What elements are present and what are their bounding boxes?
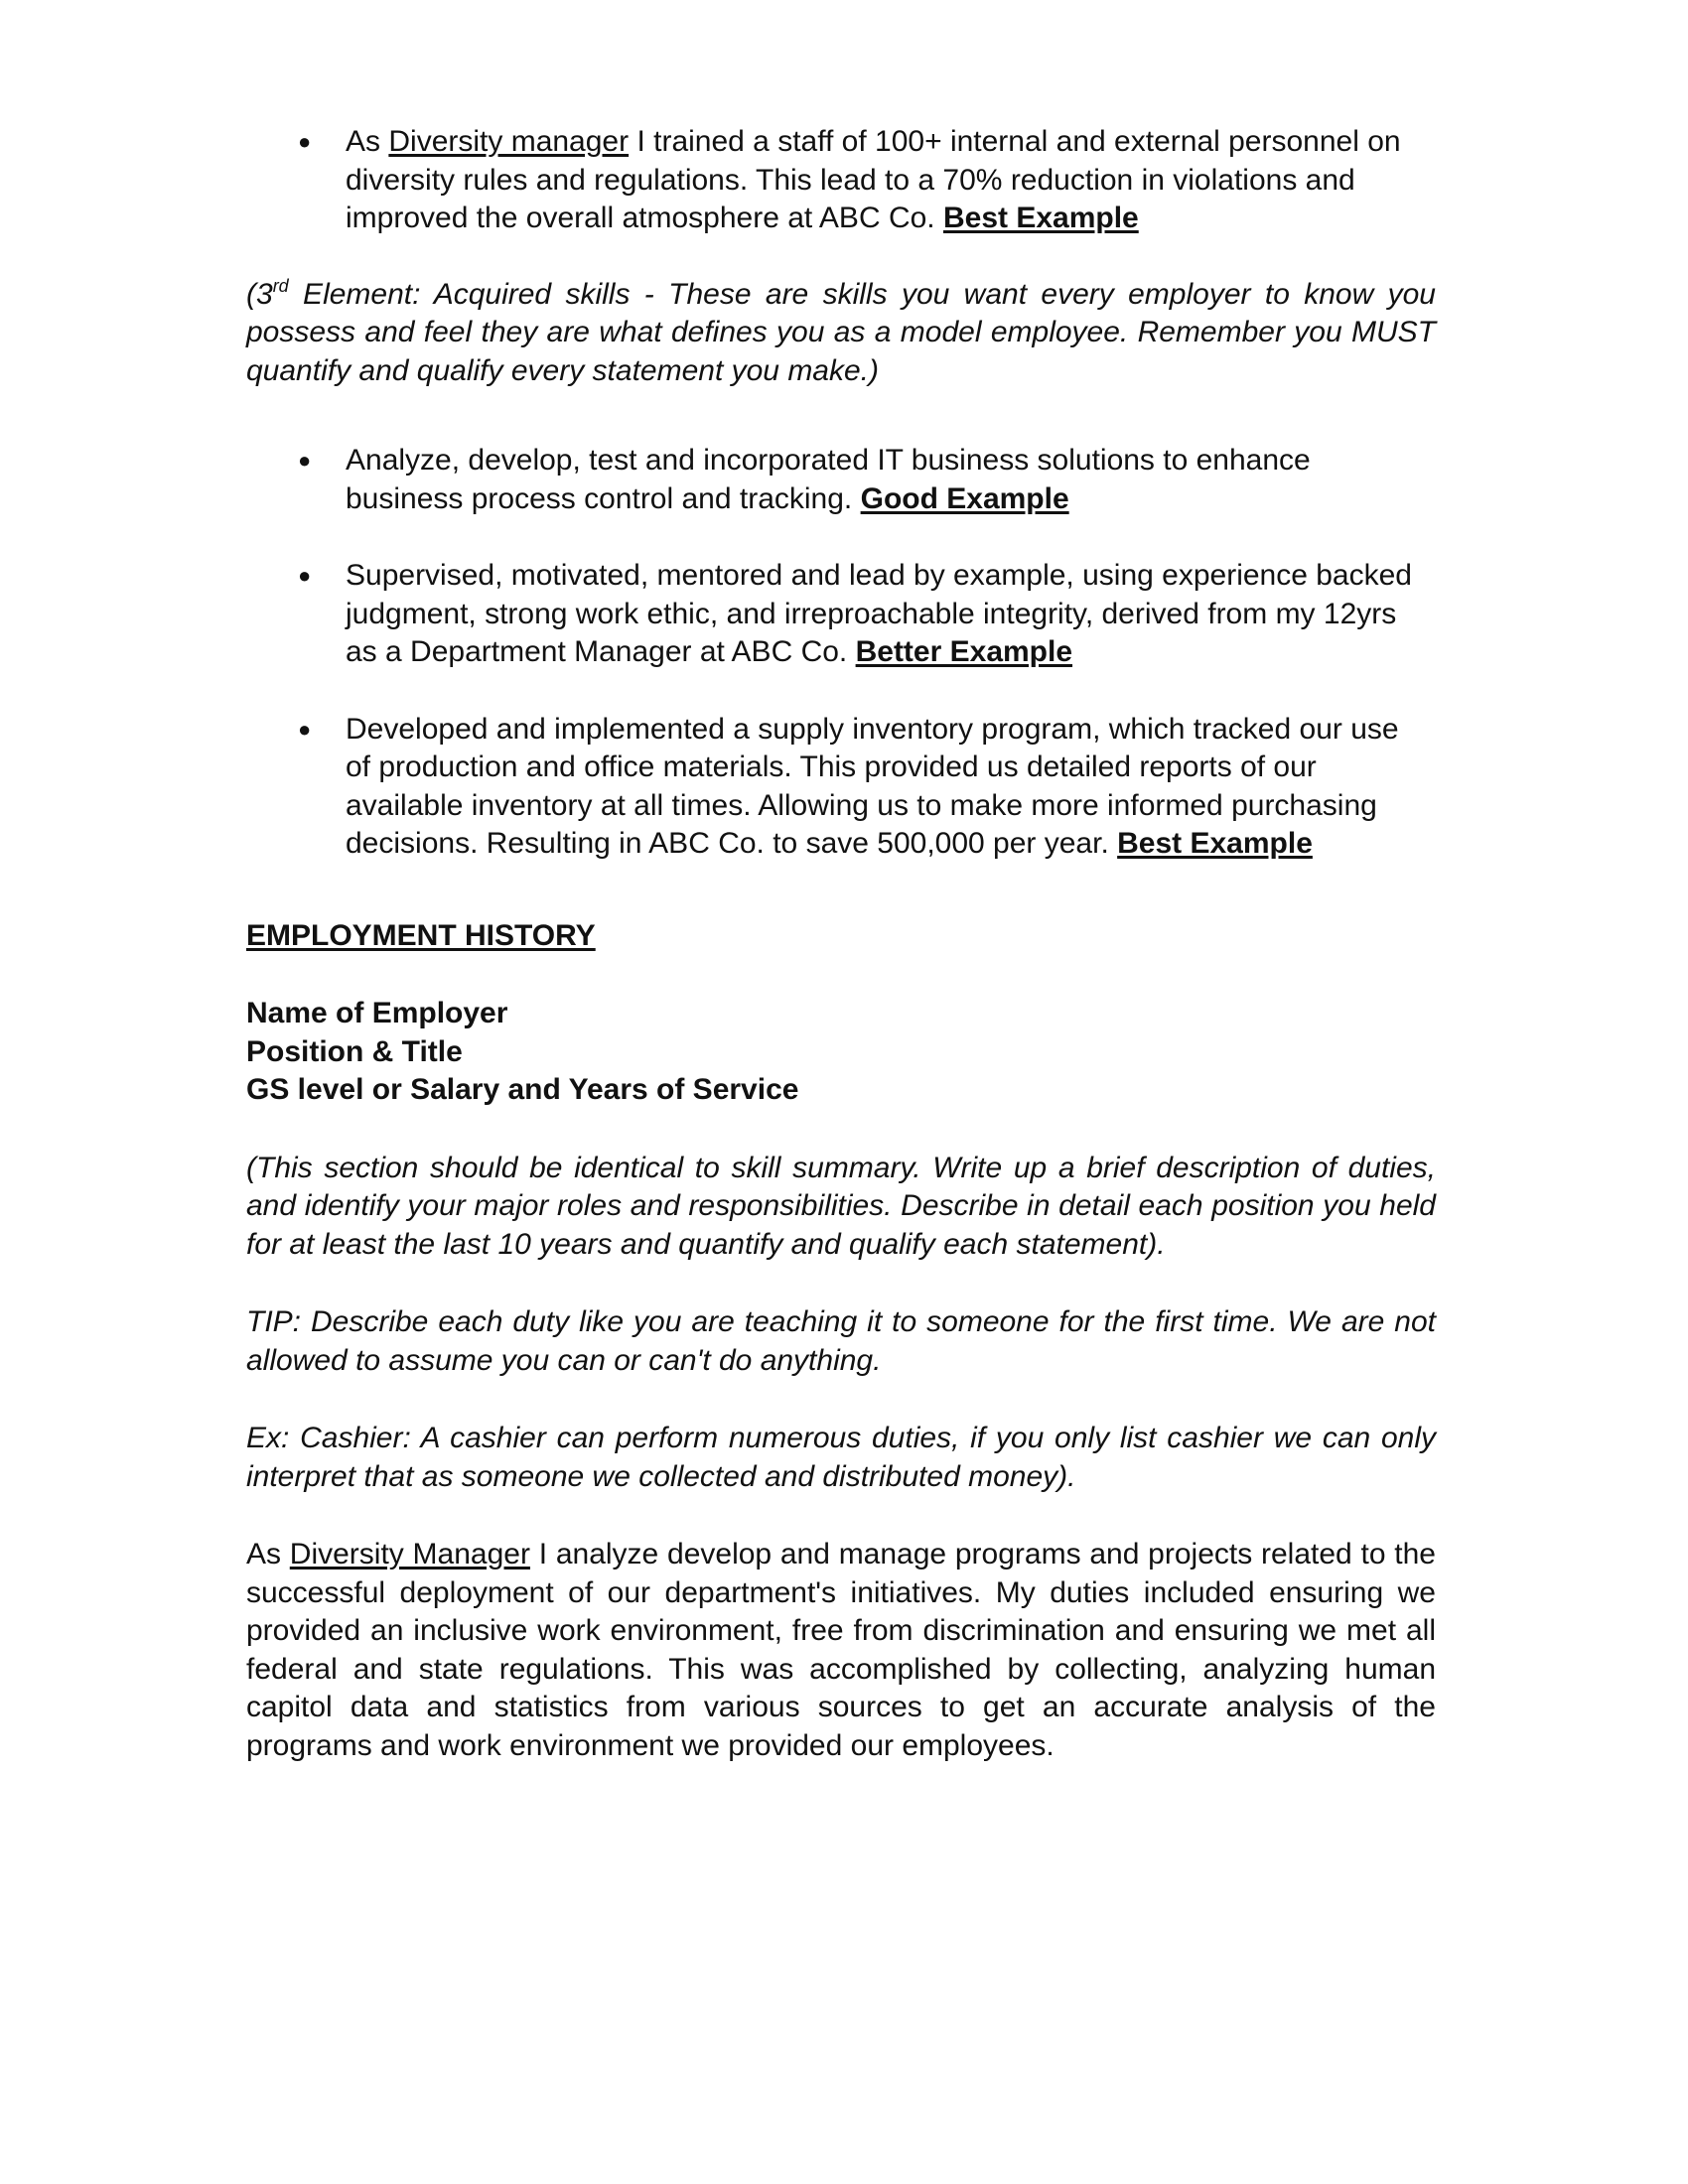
section-instruction: (This section should be identical to skill summary. Write up a brief description of duties, and identify your major roles and responsibilities. Describe in detail each position you held for at least the last 10 years and quantify and qualify each statement).: [246, 1151, 1436, 1261]
rating-label: Good Example: [860, 481, 1069, 515]
skills-list: [246, 442, 1436, 864]
position-title: Position & Title: [246, 1034, 463, 1068]
list-item: [246, 557, 1436, 672]
rating-label: Best Example: [1117, 827, 1313, 860]
list-item: [246, 123, 1436, 238]
bullet-icon: ●: [298, 716, 312, 742]
rating-label: Best Example: [942, 202, 1139, 234]
document-content: [246, 123, 1436, 1765]
bullet-text: Supervised, motivated, mentored and lead by example, using experience backed judgment, strong work ethic, and irreproachable integrity, derived from my 12yrs as a Department Manager at ABC Co.: [346, 559, 1412, 668]
example-text: Ex: Cashier: A cashier can perform numerous duties, if you only list cashier we can only interpret that as someone we collected and distributed money).: [246, 1422, 1436, 1493]
list-item: [246, 442, 1436, 518]
duty-description: As Diversity Manager I analyze develop and manage programs and projects related to the successful deployment of our department's initiatives. My duties included ensuring we provided an inclusive work environment, free from discrimination and ensuring we met all federal and state regulations. This was accomplished by collecting, analyzing human capitol data and statistics from various sources to get an accurate analysis of the programs and work environment we provided our employees.: [246, 1538, 1436, 1762]
salary-level: GS level or Salary and Years of Service: [246, 1073, 799, 1106]
tip-text: TIP: Describe each duty like you are teaching it to someone for the first time. We are not allowed to assume you can or can't do anything.: [246, 1305, 1436, 1377]
bullet-text: As: [346, 125, 389, 158]
list-item: [246, 711, 1436, 864]
element3-instruction: (3rd Element: Acquired skills - These are skills you want every employer to know you possess and feel they are what defines you as a model employee. Remember you MUST quantify and qualify every statement you make.): [246, 275, 1436, 387]
diversity-manager-underlined: Diversity Manager: [289, 1538, 530, 1570]
section-heading: EMPLOYMENT HISTORY: [246, 918, 596, 952]
employer-name: Name of Employer: [246, 997, 508, 1029]
diversity-manager-underlined: Diversity manager: [388, 125, 630, 158]
bullet-icon: ●: [298, 563, 312, 588]
accomplishment-list: [246, 123, 1436, 238]
bullet-text: Analyze, develop, test and incorporated IT business solutions to enhance business process control and tracking.: [346, 444, 1311, 515]
bullet-text: I trained a staff of 100+ internal and external personnel on diversity rules and regulations. This lead to a 70% reduction in violations and improved the overall atmosphere at ABC Co.: [346, 125, 1401, 234]
bullet-icon: ●: [298, 129, 312, 154]
rating-label: Better Example: [855, 635, 1073, 668]
bullet-icon: ●: [298, 448, 312, 473]
bullet-text: Developed and implemented a supply inventory program, which tracked our use of production and office materials. This provided us detailed reports of our available inventory at all times. Allowing us to make more informed purchasing decisions. Resulting in ABC Co. to save 500,000 per year.: [346, 712, 1399, 860]
